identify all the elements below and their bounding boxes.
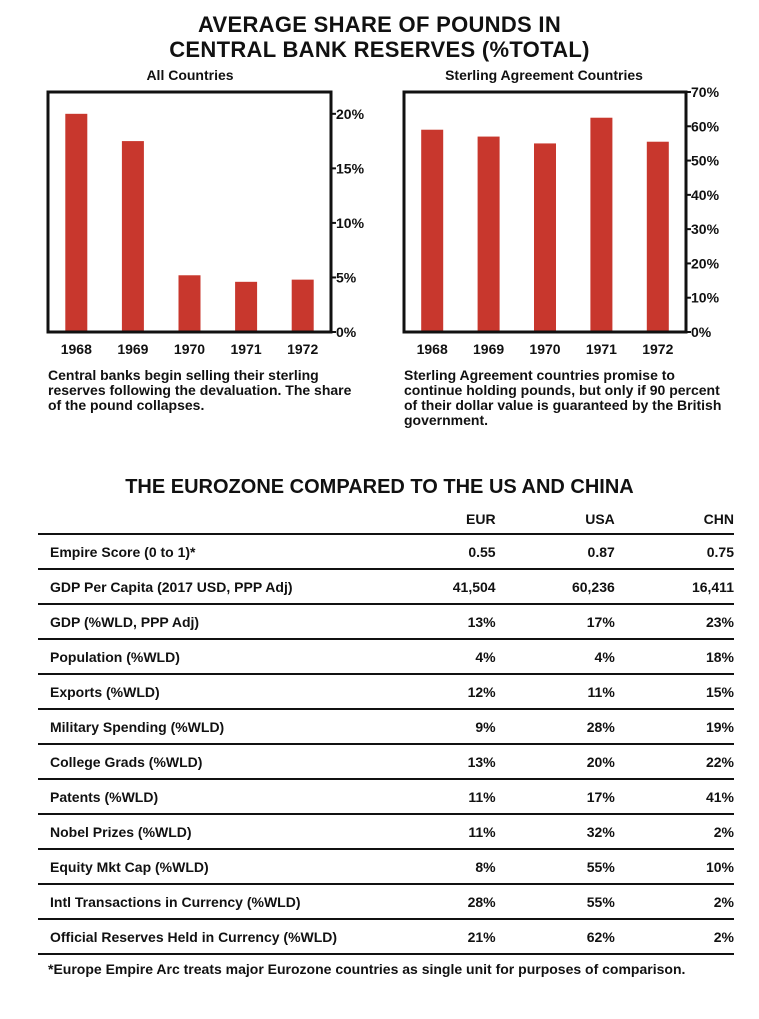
chn-value: 18% — [615, 639, 734, 674]
y-tick-label: 0% — [336, 324, 357, 340]
y-tick-label: 60% — [691, 118, 720, 135]
eur-value: 9% — [421, 709, 495, 744]
chart-2-title: Sterling Agreement Countries — [445, 67, 643, 83]
eur-value: 8% — [421, 849, 495, 884]
usa-value: 20% — [496, 744, 615, 779]
x-tick-label: 1968 — [416, 341, 448, 357]
eur-value: 13% — [421, 744, 495, 779]
header-eur: EUR — [421, 505, 495, 534]
chn-value: 10% — [615, 849, 734, 884]
eur-value: 13% — [421, 604, 495, 639]
usa-value: 17% — [496, 779, 615, 814]
x-tick-label: 1968 — [60, 341, 92, 357]
usa-value: 55% — [496, 884, 615, 919]
usa-value: 4% — [496, 639, 615, 674]
bar-1970 — [179, 275, 201, 330]
chn-value: 15% — [615, 674, 734, 709]
x-tick-label: 1969 — [117, 341, 149, 357]
comparison-table — [38, 505, 734, 955]
usa-value: 17% — [496, 604, 615, 639]
eur-value: 21% — [421, 919, 495, 954]
header-chn: CHN — [615, 505, 734, 534]
chn-value: 2% — [615, 919, 734, 954]
x-tick-label: 1970 — [529, 341, 561, 357]
chn-value: 16,411 — [615, 569, 734, 604]
x-tick-label: 1972 — [642, 341, 674, 357]
y-tick-label: 20% — [691, 255, 720, 272]
table-row — [38, 849, 734, 884]
table-row — [38, 884, 734, 919]
table-row — [38, 569, 734, 604]
table-row — [38, 674, 734, 709]
eur-value: 4% — [421, 639, 495, 674]
row-label: Patents (%WLD) — [38, 779, 421, 814]
table-row — [38, 639, 734, 674]
usa-value: 0.87 — [496, 534, 615, 569]
y-tick-label: 5% — [336, 269, 357, 286]
row-label: Empire Score (0 to 1)* — [38, 534, 421, 569]
row-label: Official Reserves Held in Currency (%WLD) — [38, 919, 421, 954]
row-label: Intl Transactions in Currency (%WLD) — [38, 884, 421, 919]
table-row — [38, 709, 734, 744]
chn-value: 0.75 — [615, 534, 734, 569]
table-row — [38, 744, 734, 779]
table-row — [38, 919, 734, 954]
header-usa: USA — [496, 505, 615, 534]
table-row — [38, 534, 734, 569]
y-tick-label: 15% — [336, 160, 365, 177]
chn-value: 2% — [615, 814, 734, 849]
row-label: Equity Mkt Cap (%WLD) — [38, 849, 421, 884]
eur-value: 41,504 — [421, 569, 495, 604]
table-title: THE EUROZONE COMPARED TO THE US AND CHINA — [125, 476, 634, 498]
chart-1-caption: Central banks begin selling their sterling reserves following the devaluation. The share of the pound collapses. — [48, 367, 352, 413]
table-row — [38, 779, 734, 814]
main-title-line-2: CENTRAL BANK RESERVES (%TOTAL) — [169, 37, 590, 62]
x-tick-label: 1971 — [585, 341, 617, 357]
bar-1972 — [292, 280, 314, 331]
x-tick-label: 1970 — [173, 341, 206, 357]
y-tick-label: 70% — [691, 84, 720, 100]
y-tick-label: 30% — [691, 221, 720, 238]
x-tick-label: 1972 — [287, 341, 319, 357]
y-tick-label: 10% — [336, 214, 365, 231]
chn-value: 19% — [615, 709, 734, 744]
bar-1969 — [478, 137, 500, 331]
y-tick-label: 50% — [691, 152, 720, 169]
bar-1968 — [65, 114, 87, 331]
row-label: College Grads (%WLD) — [38, 744, 421, 779]
row-label: GDP Per Capita (2017 USD, PPP Adj) — [38, 569, 421, 604]
chart-2-caption: Sterling Agreement countries promise to continue holding pounds, but only if 90 percent of their dollar value is guaranteed by the British government. — [404, 367, 722, 428]
table-header-row — [38, 505, 734, 534]
y-tick-label: 10% — [691, 289, 720, 306]
row-label: Military Spending (%WLD) — [38, 709, 421, 744]
eur-value: 28% — [421, 884, 495, 919]
table-body — [38, 534, 734, 954]
chn-value: 23% — [615, 604, 734, 639]
table-row — [38, 604, 734, 639]
row-label: Exports (%WLD) — [38, 674, 421, 709]
usa-value: 28% — [496, 709, 615, 744]
y-tick-label: 20% — [336, 105, 365, 122]
chart-1-title: All Countries — [146, 67, 234, 83]
usa-value: 32% — [496, 814, 615, 849]
main-title-line-1: AVERAGE SHARE OF POUNDS IN — [197, 12, 562, 37]
header-blank — [38, 505, 421, 534]
y-tick-label: 40% — [691, 186, 720, 203]
eur-value: 11% — [421, 814, 495, 849]
x-tick-label: 1971 — [230, 341, 262, 357]
chn-value: 2% — [615, 884, 734, 919]
eur-value: 0.55 — [421, 534, 495, 569]
y-tick-label: 0% — [691, 324, 712, 340]
bar-1969 — [122, 141, 144, 330]
row-label: Population (%WLD) — [38, 639, 421, 674]
chn-value: 41% — [615, 779, 734, 814]
bar-1970 — [534, 143, 556, 330]
eur-value: 11% — [421, 779, 495, 814]
usa-value: 55% — [496, 849, 615, 884]
usa-value: 60,236 — [496, 569, 615, 604]
footnote: *Europe Empire Arc treats major Eurozone countries as single unit for purposes of comparison. — [48, 961, 686, 977]
table-row — [38, 814, 734, 849]
bar-charts — [0, 0, 759, 360]
row-label: GDP (%WLD, PPP Adj) — [38, 604, 421, 639]
eur-value: 12% — [421, 674, 495, 709]
bar-1971 — [590, 118, 612, 331]
bar-1968 — [421, 130, 443, 331]
bar-1972 — [647, 142, 669, 331]
row-label: Nobel Prizes (%WLD) — [38, 814, 421, 849]
usa-value: 11% — [496, 674, 615, 709]
x-tick-label: 1969 — [473, 341, 505, 357]
bar-1971 — [235, 282, 257, 331]
usa-value: 62% — [496, 919, 615, 954]
chn-value: 22% — [615, 744, 734, 779]
